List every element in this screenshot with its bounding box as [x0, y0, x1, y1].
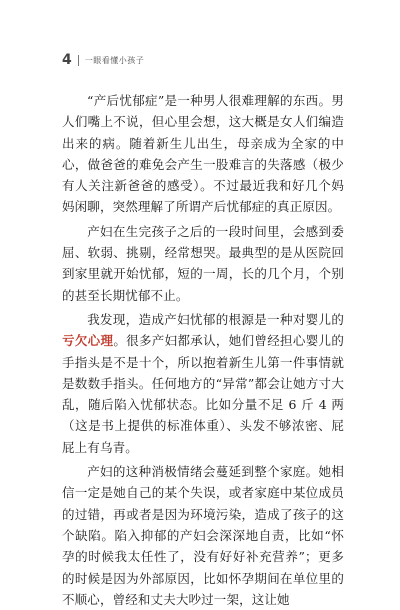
paragraph-3-text-before: 我发现，造成产妇忧郁的根源是一种对婴儿的	[87, 311, 344, 327]
paragraph-1-text: “产后忧郁症”是一种男人很难理解的东西。男人们嘴上不说，但心里会想，这大概是女人们编造出来的病。随着新生儿出生，母亲成为全家的中心，做爸爸的难免会产生一股难言的失落感（极少有人关注新爸爸的感受）。不过最近我和好几个妈妈闲聊，突然理解了所谓产后忧郁症的真正原因。	[62, 93, 344, 215]
body-text	[62, 90, 344, 610]
running-head	[62, 52, 144, 68]
header-divider	[78, 55, 79, 66]
book-title: 一眼看懂小孩子	[84, 55, 145, 65]
paragraph-3-text-after: 。很多产妇都承认，她们曾经担心婴儿的手指头是不是十个，所以抱着新生儿第一件事情就是数数手指头。任何地方的“异常”都会让她方寸大乱，随后陷入忧郁状态。比如分量不足 6 斤 4 两（这是书上提供的标准体重）、头发不够浓密、屁屁上有乌青。	[62, 333, 344, 455]
paragraph-2-text: 产妇在生完孩子之后的一段时间里，会感到委屈、软弱、挑剔，经常想哭。最典型的是从医院回到家里就开始忧郁，短的一周，长的几个月，个别的甚至长期忧郁不止。	[62, 223, 344, 303]
paragraph-2	[62, 221, 344, 306]
page-number: 4	[62, 52, 72, 68]
paragraph-4-text: 产妇的这种消极情绪会蔓延到整个家庭。她相信一定是她自己的某个失误，或者家庭中某位成员的过错，再或者是因为环境污染，造成了孩子的这个缺陷。陷入抑郁的产妇会深深地自责，比如“怀孕的时候我太任性了，没有好好补充营养”；更多的时候是因为外部原因，比如怀孕期间在单位里的不顺心，曾经和丈夫大吵过一架，这让她	[62, 464, 344, 607]
paragraph-4	[62, 461, 344, 610]
paragraph-1	[62, 90, 344, 218]
paragraph-3	[62, 309, 344, 458]
highlighted-term: 亏欠心理	[62, 333, 114, 349]
